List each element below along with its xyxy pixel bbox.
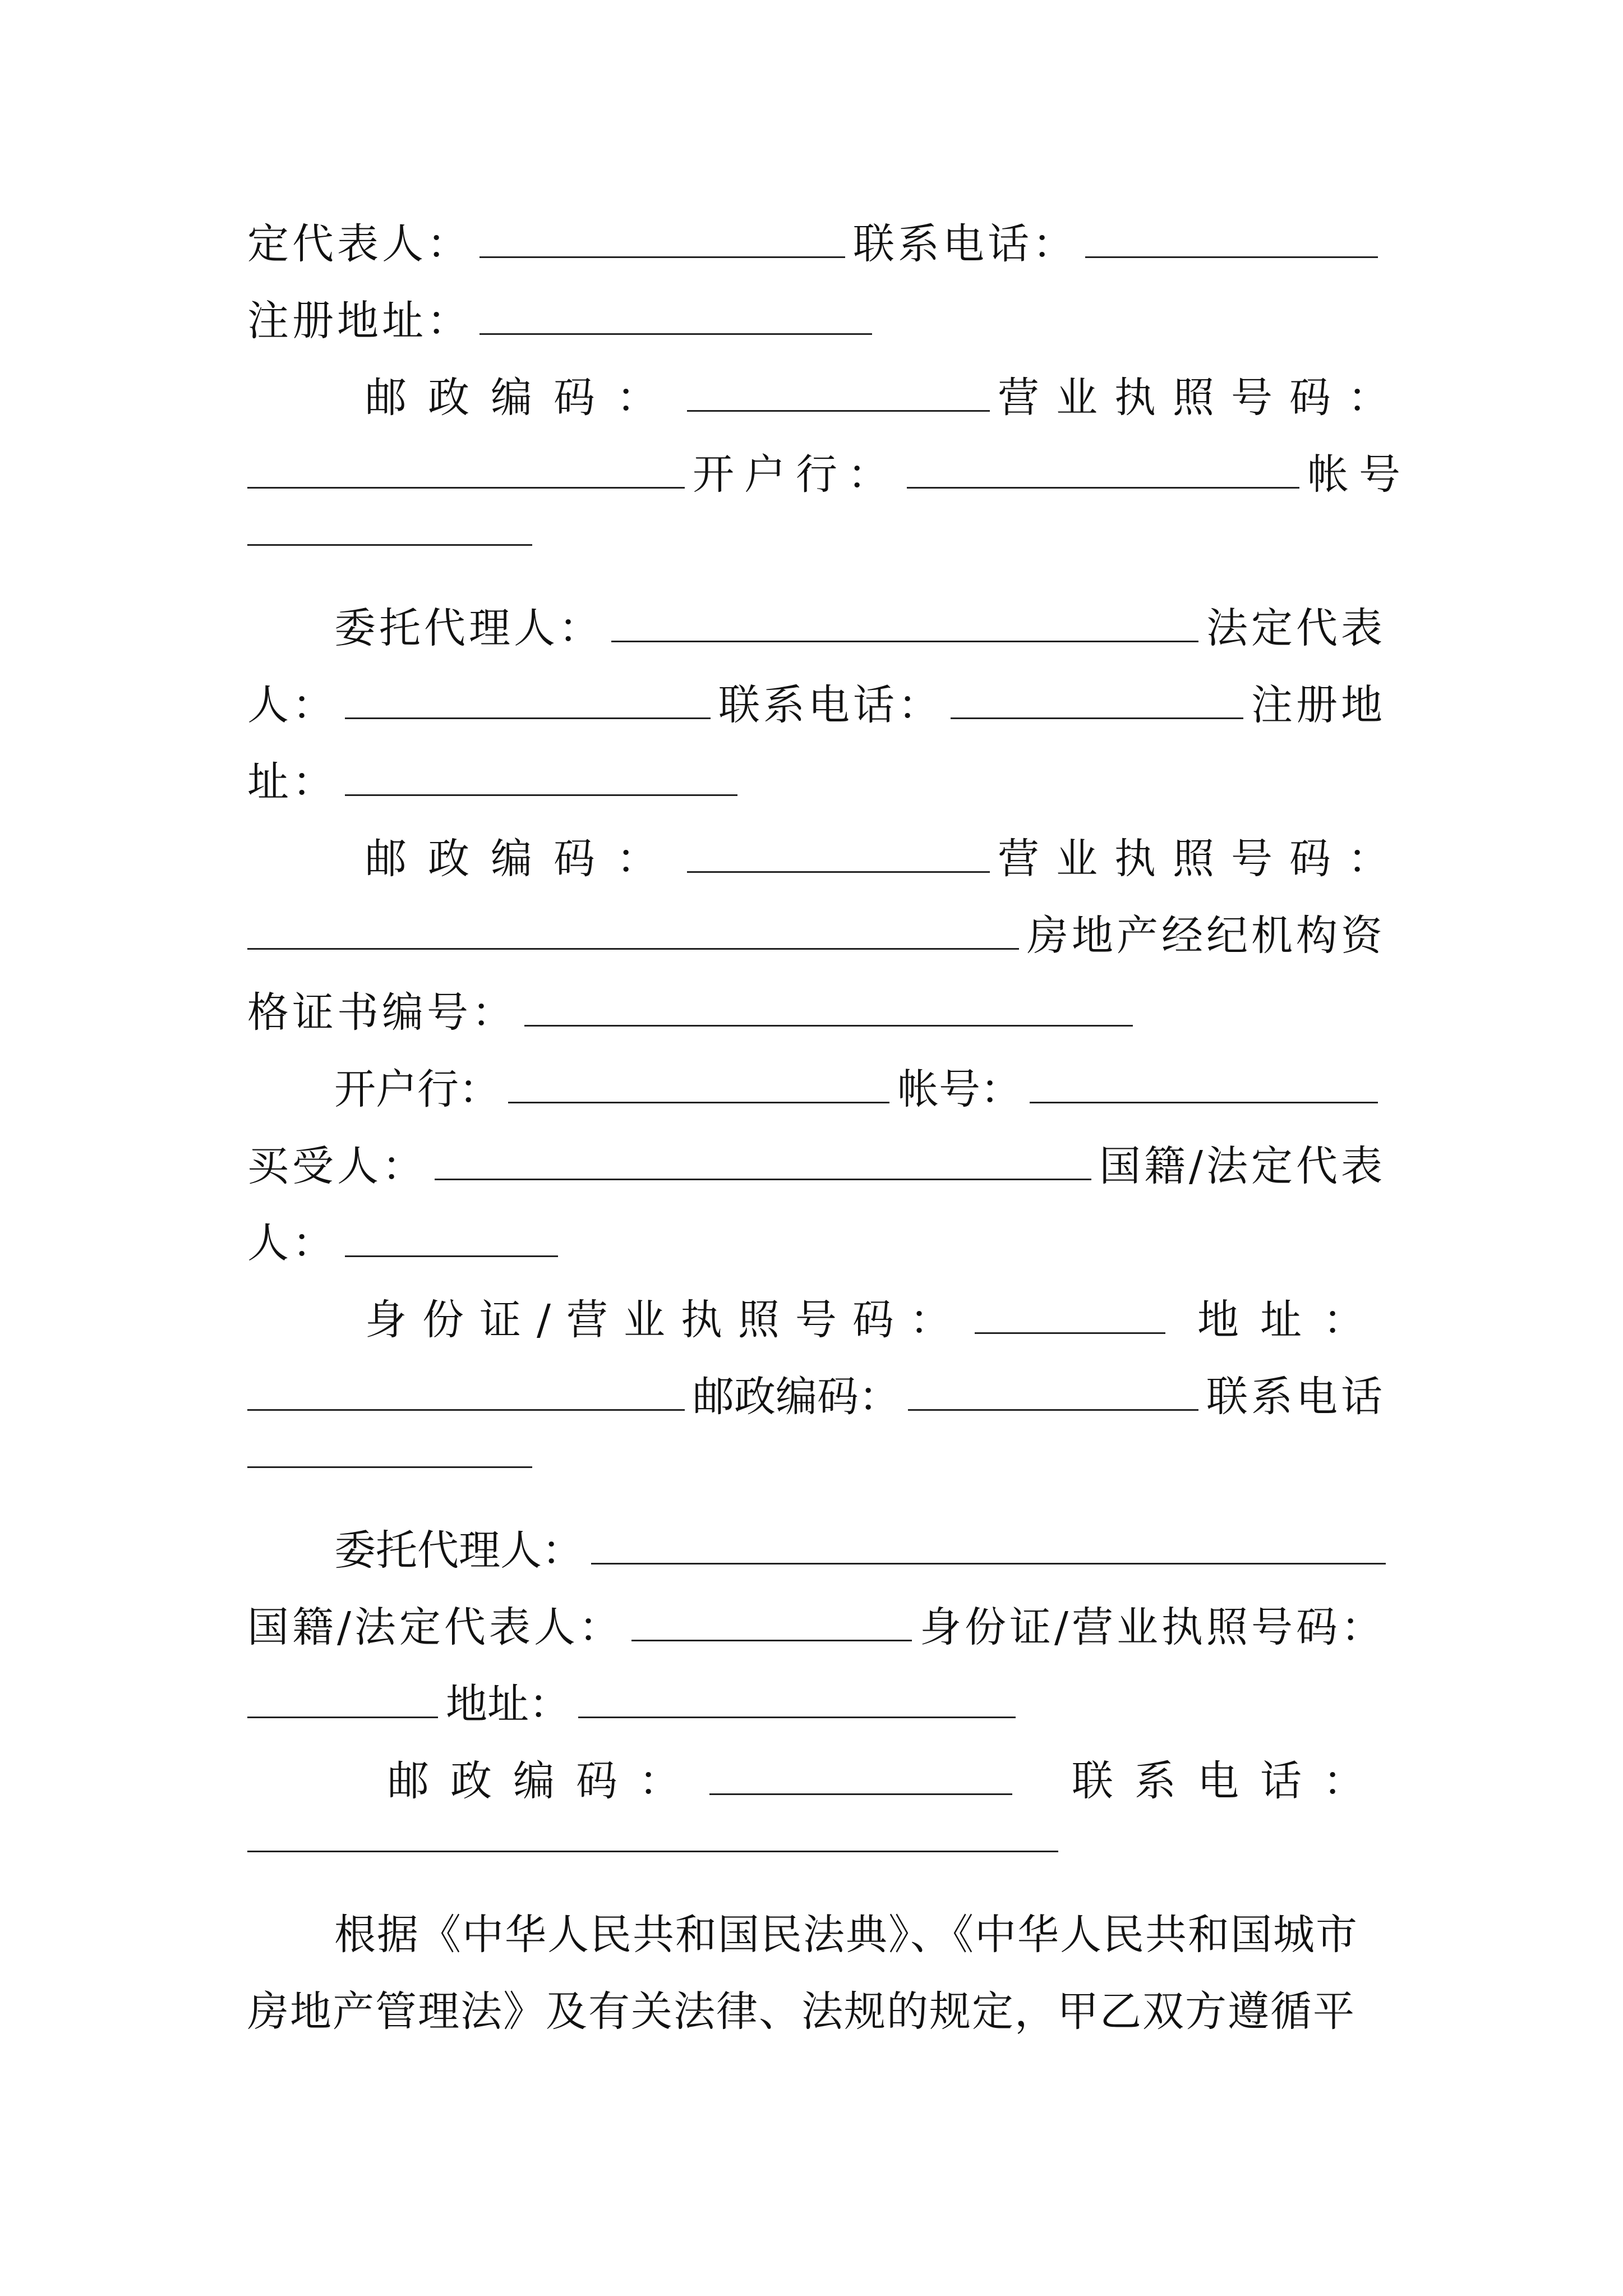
legal-representative-blank[interactable] bbox=[479, 226, 845, 258]
form-line bbox=[247, 667, 1386, 744]
field-label: 国籍/法定代表 bbox=[1099, 1142, 1386, 1190]
field-label: 联系电话： bbox=[1072, 1757, 1386, 1805]
field-label: 委托代理人： bbox=[334, 1526, 583, 1575]
field-label: 人： bbox=[247, 681, 337, 729]
paragraph-text: 房地产管理法》及有关法律、法规的规定，甲乙双方遵循平 bbox=[247, 1987, 1355, 2036]
buyer-blank[interactable] bbox=[435, 1148, 1091, 1180]
form-line bbox=[247, 1589, 1386, 1666]
field-label: 邮政编码： bbox=[365, 374, 679, 422]
registered-address-blank[interactable] bbox=[345, 763, 737, 796]
registered-address-blank[interactable] bbox=[479, 302, 872, 335]
form-line bbox=[247, 1282, 1386, 1359]
form-line bbox=[247, 513, 1386, 590]
phone-blank[interactable] bbox=[1085, 226, 1378, 258]
field-label: 身份证/营业执照号码： bbox=[365, 1296, 967, 1344]
bank-blank[interactable] bbox=[508, 1071, 889, 1103]
address-blank[interactable] bbox=[578, 1686, 1016, 1718]
paragraph-text: 根据《中华人民共和国民法典》、《中华人民共和国城市 bbox=[334, 1911, 1358, 1959]
field-label: 开户行： bbox=[693, 450, 899, 499]
field-label: 法定代表 bbox=[1206, 604, 1386, 652]
form-line bbox=[247, 898, 1386, 974]
field-label: 邮政编码： bbox=[693, 1373, 900, 1421]
agent-blank[interactable] bbox=[611, 610, 1198, 642]
field-label: 营业执照号码： bbox=[998, 374, 1406, 422]
phone-blank[interactable] bbox=[247, 1820, 1058, 1852]
form-line bbox=[247, 1820, 1386, 1897]
form-line bbox=[247, 821, 1406, 898]
field-label: 国籍/法定代表人： bbox=[247, 1603, 624, 1651]
paragraph-line bbox=[247, 1897, 1386, 1973]
postal-code-blank[interactable] bbox=[709, 1763, 1012, 1795]
nationality-blank[interactable] bbox=[345, 1225, 558, 1257]
form-line bbox=[247, 974, 1386, 1051]
postal-code-blank[interactable] bbox=[908, 1378, 1198, 1411]
legal-representative-blank[interactable] bbox=[345, 687, 711, 719]
nationality-blank[interactable] bbox=[631, 1609, 912, 1641]
account-blank[interactable] bbox=[1030, 1071, 1378, 1103]
field-label: 帐号 bbox=[1307, 450, 1410, 499]
field-label: 身份证/营业执照号码： bbox=[920, 1603, 1386, 1651]
field-label: 址： bbox=[247, 758, 337, 806]
field-label: 房地产经纪机构资 bbox=[1027, 912, 1386, 960]
field-label: 联系电话： bbox=[853, 220, 1077, 268]
field-label: 开户行： bbox=[334, 1065, 500, 1114]
postal-code-blank[interactable] bbox=[687, 840, 990, 873]
form-line bbox=[247, 744, 1386, 821]
phone-blank[interactable] bbox=[951, 687, 1243, 719]
qualification-certificate-blank[interactable] bbox=[524, 994, 1133, 1027]
form-line bbox=[247, 1743, 1386, 1820]
field-label: 人： bbox=[247, 1219, 337, 1267]
address-blank[interactable] bbox=[247, 1378, 685, 1411]
form-line bbox=[247, 590, 1386, 667]
form-line bbox=[247, 360, 1406, 436]
form-line bbox=[247, 1128, 1386, 1205]
id-number-blank[interactable] bbox=[247, 1686, 438, 1718]
field-label: 格证书编号： bbox=[247, 988, 517, 1037]
id-number-blank[interactable] bbox=[975, 1301, 1165, 1334]
agent-blank[interactable] bbox=[591, 1532, 1386, 1565]
paragraph-line bbox=[247, 1973, 1386, 2050]
field-label: 委托代理人： bbox=[334, 604, 603, 652]
field-label: 联系电话 bbox=[1206, 1373, 1386, 1421]
field-label: 地址： bbox=[1197, 1296, 1386, 1344]
business-license-blank[interactable] bbox=[247, 456, 685, 489]
field-label: 买受人： bbox=[247, 1142, 427, 1190]
form-line bbox=[247, 1666, 1386, 1743]
field-label: 帐号： bbox=[897, 1065, 1022, 1114]
form-line bbox=[247, 1359, 1386, 1435]
phone-blank[interactable] bbox=[247, 1435, 532, 1468]
field-label: 定代表人： bbox=[247, 220, 472, 268]
field-label: 邮政编码： bbox=[365, 835, 679, 883]
form-line bbox=[247, 1205, 1386, 1282]
field-label: 注册地址： bbox=[247, 297, 472, 345]
field-label: 邮政编码： bbox=[388, 1757, 702, 1805]
form-line bbox=[247, 1512, 1386, 1589]
field-label: 地址： bbox=[446, 1680, 570, 1728]
form-line bbox=[247, 1051, 1386, 1128]
postal-code-blank[interactable] bbox=[687, 379, 990, 412]
bank-blank[interactable] bbox=[907, 456, 1299, 489]
form-line bbox=[247, 206, 1386, 283]
form-line bbox=[247, 283, 1386, 360]
form-line bbox=[247, 1435, 1386, 1512]
field-label: 营业执照号码： bbox=[998, 835, 1406, 883]
account-blank[interactable] bbox=[247, 513, 532, 546]
business-license-blank[interactable] bbox=[247, 917, 1019, 950]
form-line bbox=[247, 436, 1410, 513]
field-label: 联系电话： bbox=[718, 681, 943, 729]
field-label: 注册地 bbox=[1251, 681, 1386, 729]
